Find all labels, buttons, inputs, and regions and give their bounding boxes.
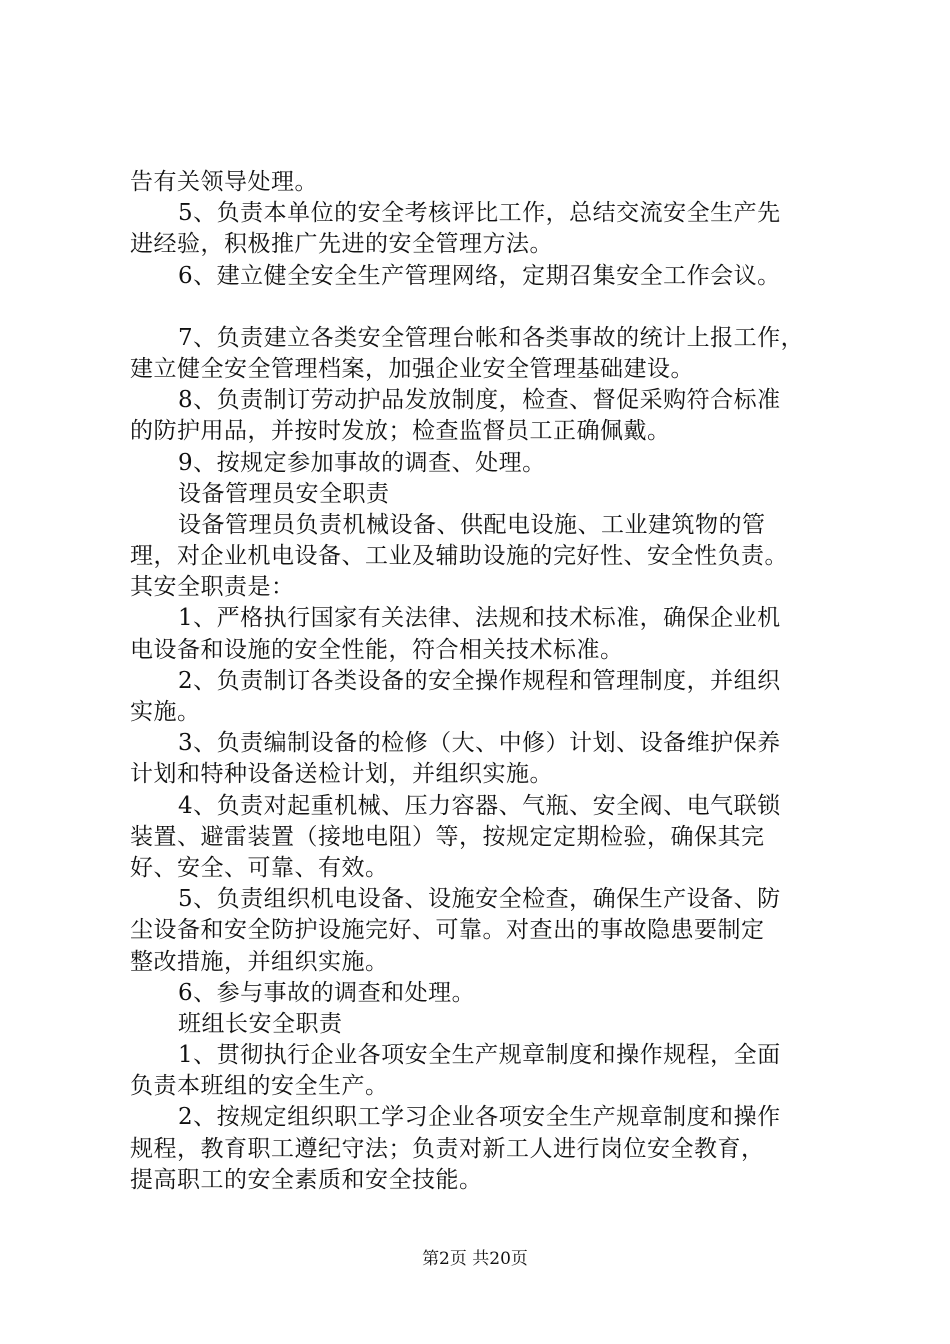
text-line: 1、贯彻执行企业各项安全生产规章制度和操作规程，全面 xyxy=(178,1042,781,1069)
text-line: 6、参与事故的调查和处理。 xyxy=(178,979,476,1006)
text-line: 好、安全、可靠、有效。 xyxy=(130,854,389,881)
text-line: 班组长安全职责 xyxy=(178,1010,343,1037)
text-line: 理，对企业机电设备、工业及辅助设施的完好性、安全性负责。 xyxy=(130,543,788,570)
text-line: 1、严格执行国家有关法律、法规和技术标准，确保企业机 xyxy=(178,605,781,632)
text-line: 其安全职责是： xyxy=(130,574,295,601)
document-body xyxy=(130,167,855,1196)
text-line: 整改措施，并组织实施。 xyxy=(130,948,389,975)
text-line: 提高职工的安全素质和安全技能。 xyxy=(130,1166,483,1193)
text-line: 9、按规定参加事故的调查、处理。 xyxy=(178,449,546,476)
text-line: 进经验，积极推广先进的安全管理方法。 xyxy=(130,231,553,258)
text-line: 5、负责组织机电设备、设施安全检查，确保生产设备、防 xyxy=(178,886,781,913)
text-line: 7、负责建立各类安全管理台帐和各类事故的统计上报工作， xyxy=(178,324,805,351)
text-line: 的防护用品，并按时发放；检查监督员工正确佩戴。 xyxy=(130,418,671,445)
text-line: 实施。 xyxy=(130,699,201,725)
text-line: 8、负责制订劳动护品发放制度，检查、督促采购符合标准 xyxy=(178,387,781,414)
paragraph-gap xyxy=(130,292,855,323)
text-line: 2、按规定组织职工学习企业各项安全生产规章制度和操作 xyxy=(178,1104,781,1131)
text-line: 电设备和设施的安全性能，符合相关技术标准。 xyxy=(130,636,624,663)
text-line: 规程，教育职工遵纪守法；负责对新工人进行岗位安全教育， xyxy=(130,1135,765,1162)
text-line: 5、负责本单位的安全考核评比工作，总结交流安全生产先 xyxy=(178,200,781,227)
page-number-footer: 第2页 共20页 xyxy=(422,1249,528,1269)
text-line: 建立健全安全管理档案，加强企业安全管理基础建设。 xyxy=(130,355,694,382)
text-line: 计划和特种设备送检计划，并组织实施。 xyxy=(130,761,553,788)
text-line: 设备管理员负责机械设备、供配电设施、工业建筑物的管 xyxy=(178,511,766,538)
text-line: 4、负责对起重机械、压力容器、气瓶、安全阀、电气联锁 xyxy=(178,792,781,819)
text-line: 设备管理员安全职责 xyxy=(178,480,390,507)
text-line: 2、负责制订各类设备的安全操作规程和管理制度，并组织 xyxy=(178,667,781,694)
text-line: 3、负责编制设备的检修（大、中修）计划、设备维护保养 xyxy=(178,730,781,757)
text-line: 负责本班组的安全生产。 xyxy=(130,1073,389,1100)
text-line: 尘设备和安全防护设施完好、可靠。对查出的事故隐患要制定 xyxy=(130,917,765,944)
text-line: 告有关领导处理。 xyxy=(130,169,318,195)
text-line: 装置、避雷装置（接地电阻）等，按规定定期检验，确保其完 xyxy=(130,823,765,850)
text-line: 6、建立健全安全生产管理网络，定期召集安全工作会议。 xyxy=(178,262,781,289)
